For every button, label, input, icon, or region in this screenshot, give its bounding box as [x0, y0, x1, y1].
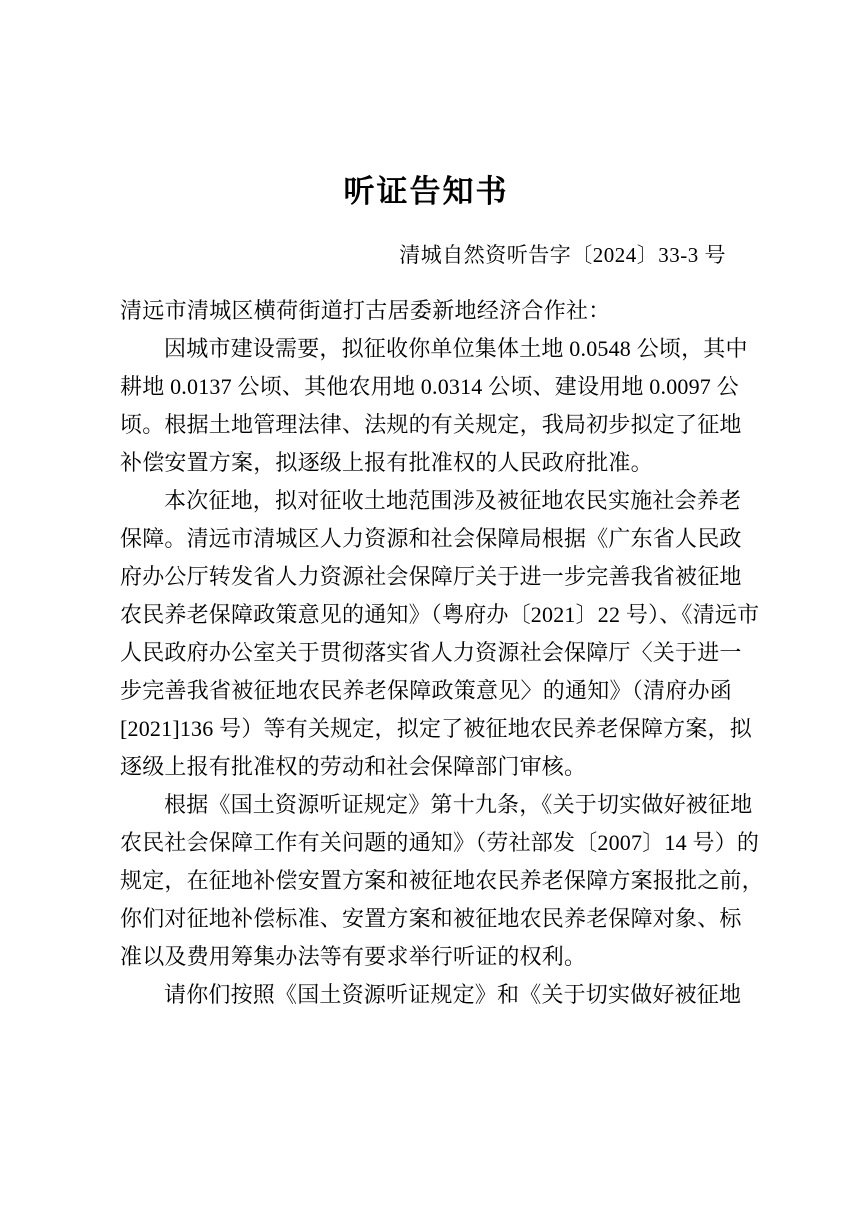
paragraph-line: 顷。根据土地管理法律、法规的有关规定，我局初步拟定了征地 [120, 412, 742, 437]
paragraph-line: 耕地 0.0137 公顷、其他农用地 0.0314 公顷、建设用地 0.0097 公 [120, 374, 739, 399]
paragraph-line: 规定，在征地补偿安置方案和被征地农民养老保障方案报批之前， [120, 868, 764, 893]
paragraph-line: 逐级上报有批准权的劳动和社会保障部门审核。 [120, 754, 587, 779]
paragraph-land-acquisition [120, 330, 748, 482]
paragraph-line: [2021]136 号）等有关规定，拟定了被征地农民养老保障方案，拟 [120, 716, 752, 741]
paragraph-pension-security [120, 482, 760, 786]
paragraph-line: 本次征地，拟对征收土地范围涉及被征地农民实施社会养老 [164, 488, 742, 513]
paragraph-line: 准以及费用筹集办法等有要求举行听证的权利。 [120, 944, 587, 969]
paragraph-line: 保障。清远市清城区人力资源和社会保障局根据《广东省人民政 [120, 526, 742, 551]
paragraph-line: 府办公厅转发省人力资源社会保障厅关于进一步完善我省被征地 [120, 564, 742, 589]
paragraph-line: 农民养老保障政策意见的通知》（粤府办〔2021〕22 号）、《清远市 [120, 602, 760, 627]
page-title: 听证告知书 [343, 174, 509, 209]
paragraph-line: 人民政府办公室关于贯彻落实省人力资源社会保障厅〈关于进一 [120, 640, 742, 665]
document-number: 清城自然资听告字〔2024〕33-3 号 [399, 243, 726, 267]
paragraph-hearing-right [120, 786, 764, 976]
paragraph-line: 因城市建设需要，拟征收你单位集体土地 0.0548 公顷，其中 [164, 336, 748, 361]
paragraph-line: 步完善我省被征地农民养老保障政策意见〉的通知》（清府办函 [120, 678, 732, 703]
paragraph-line: 农民社会保障工作有关问题的通知》（劳社部发〔2007〕14 号）的 [120, 830, 760, 855]
paragraph-line: 补偿安置方案，拟逐级上报有批准权的人民政府批准。 [120, 450, 653, 475]
recipient-line: 清远市清城区横荷街道打古居委新地经济合作社： [120, 298, 611, 323]
document-body [120, 0, 764, 1014]
paragraph-line: 根据《国土资源听证规定》第十九条，《关于切实做好被征地 [164, 792, 753, 817]
paragraph-line: 你们对征地补偿标准、安置方案和被征地农民养老保障对象、标 [120, 906, 742, 931]
paragraph-line: 请你们按照《国土资源听证规定》和《关于切实做好被征地 [164, 982, 742, 1007]
paragraph-request [120, 976, 742, 1014]
